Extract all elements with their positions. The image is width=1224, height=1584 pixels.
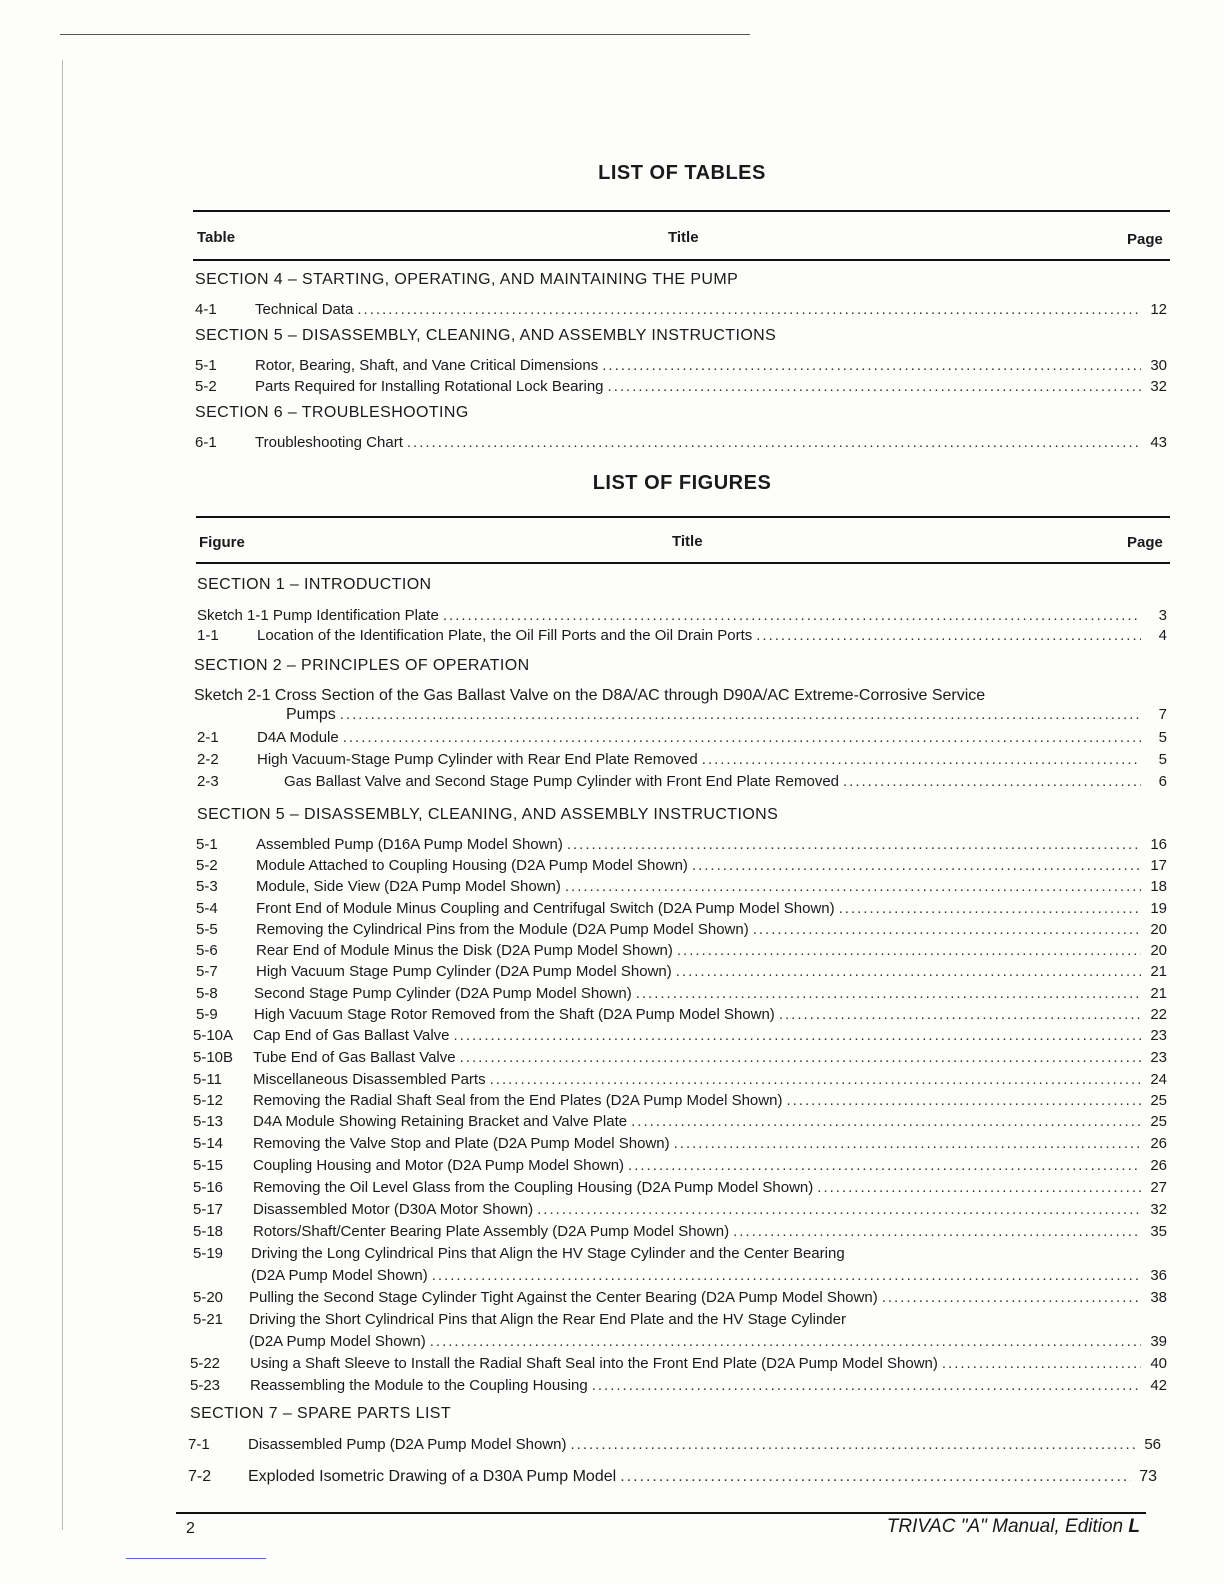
entry-page: 21 xyxy=(1150,963,1167,980)
figures-section-2: SECTION 2 – PRINCIPLES OF OPERATION xyxy=(194,657,530,674)
dot-leader xyxy=(692,857,1141,874)
entry-number: 5-20 xyxy=(193,1289,224,1306)
entry-number: 5-17 xyxy=(193,1201,224,1218)
tables-section-4: SECTION 4 – STARTING, OPERATING, AND MAINTAINING THE PUMP xyxy=(195,271,739,288)
page-number: 2 xyxy=(186,1520,195,1537)
scan-binding-edge xyxy=(62,60,63,1530)
entry-title: D4A Module xyxy=(257,729,339,746)
entry-title-continued: Pumps xyxy=(286,706,336,723)
entry-title: Troubleshooting Chart xyxy=(255,434,403,451)
entry-number: 5-1 xyxy=(196,836,218,853)
dot-leader xyxy=(565,878,1141,895)
dot-leader xyxy=(839,900,1141,917)
dot-leader xyxy=(443,607,1141,624)
dot-leader xyxy=(779,1006,1141,1023)
entry-page: 56 xyxy=(1144,1436,1161,1453)
dot-leader xyxy=(674,1135,1141,1152)
figure-entry xyxy=(193,1027,1167,1047)
figure-entry-continued xyxy=(286,706,1167,726)
entry-title: Driving the Short Cylindrical Pins that Align the Rear End Plate and the HV Stage Cylinder xyxy=(249,1311,846,1328)
figure-entry xyxy=(193,1289,1167,1309)
entry-title-continued: (D2A Pump Model Shown) xyxy=(249,1333,426,1350)
figures-section-1: SECTION 1 – INTRODUCTION xyxy=(197,576,432,593)
entry-number: 5-10A xyxy=(193,1027,234,1044)
entry-title: Pulling the Second Stage Cylinder Tight Against the Center Bearing (D2A Pump Model Shown) xyxy=(249,1289,878,1306)
entry-title: Module Attached to Coupling Housing (D2A Pump Model Shown) xyxy=(256,857,688,874)
sketch-2-1-title: Sketch 2-1 Cross Section of the Gas Ballast Valve on the D8A/AC through D90A/AC Extreme-Corrosive Service xyxy=(194,687,986,704)
entry-page: 23 xyxy=(1150,1049,1167,1066)
entry-page: 6 xyxy=(1158,773,1167,790)
entry-page: 21 xyxy=(1150,985,1167,1002)
entry-number: 5-10B xyxy=(193,1049,234,1066)
figure-entry xyxy=(196,857,1167,877)
entry-title: Technical Data xyxy=(255,301,354,318)
figures-section-7: SECTION 7 – SPARE PARTS LIST xyxy=(190,1405,452,1422)
figures-col-page: Page xyxy=(1127,534,1163,551)
entry-page: 17 xyxy=(1150,857,1167,874)
figure-entry xyxy=(197,729,1167,749)
tables-col-title: Title xyxy=(668,229,699,246)
entry-page: 20 xyxy=(1150,942,1167,959)
entry-page: 38 xyxy=(1150,1289,1167,1306)
entry-number: 5-22 xyxy=(190,1355,221,1372)
entry-title: Coupling Housing and Motor (D2A Pump Model Shown) xyxy=(253,1157,625,1174)
entry-page: 42 xyxy=(1150,1377,1167,1394)
figure-entry xyxy=(193,1157,1167,1177)
entry-number: 5-1 xyxy=(195,357,217,374)
dot-leader xyxy=(628,1157,1141,1174)
entry-page: 18 xyxy=(1150,878,1167,895)
dot-leader xyxy=(454,1027,1142,1044)
figure-entry xyxy=(196,921,1167,941)
dot-leader xyxy=(733,1223,1141,1240)
entry-title: Removing the Cylindrical Pins from the Module (D2A Pump Model Shown) xyxy=(256,921,749,938)
entry-page: 32 xyxy=(1150,1201,1167,1218)
entry-title: Rotors/Shaft/Center Bearing Plate Assembly (D2A Pump Model Shown) xyxy=(253,1223,730,1240)
figure-entry xyxy=(190,1355,1167,1375)
dot-leader xyxy=(407,434,1141,451)
dot-leader xyxy=(460,1049,1141,1066)
entry-number: 5-23 xyxy=(190,1377,221,1394)
figure-entry xyxy=(193,1113,1167,1133)
entry-number: 5-16 xyxy=(193,1179,224,1196)
figure-entry xyxy=(197,627,1167,647)
figure-entry xyxy=(196,963,1167,983)
entry-number: 5-7 xyxy=(196,963,218,980)
dot-leader xyxy=(620,1468,1131,1486)
entry-number: 5-11 xyxy=(193,1071,222,1088)
dot-leader xyxy=(756,627,1141,644)
figure-entry xyxy=(197,751,1167,771)
table-entry xyxy=(195,434,1167,454)
dot-leader xyxy=(636,985,1141,1002)
entry-page: 24 xyxy=(1150,1071,1167,1088)
dot-leader xyxy=(677,942,1141,959)
entry-number: 7-1 xyxy=(188,1436,210,1453)
entry-page: 26 xyxy=(1150,1135,1167,1152)
footer-rule xyxy=(176,1512,1146,1514)
figure-entry xyxy=(196,985,1167,1005)
entry-number: 5-19 xyxy=(193,1245,224,1262)
dot-leader xyxy=(942,1355,1141,1372)
entry-number: 5-4 xyxy=(196,900,218,917)
entry-number: 5-21 xyxy=(193,1311,224,1328)
figures-top-rule xyxy=(196,516,1170,518)
entry-page: 4 xyxy=(1158,627,1167,644)
entry-page: 43 xyxy=(1150,434,1167,451)
entry-page: 12 xyxy=(1150,301,1167,318)
tables-top-rule xyxy=(193,210,1170,212)
entry-number: 2-3 xyxy=(197,773,219,790)
dot-leader xyxy=(490,1071,1141,1088)
entry-number: 5-8 xyxy=(196,985,218,1002)
dot-leader xyxy=(537,1201,1141,1218)
entry-title: Exploded Isometric Drawing of a D30A Pump Model xyxy=(248,1468,617,1485)
entry-page: 40 xyxy=(1150,1355,1167,1372)
entry-number: 5-14 xyxy=(193,1135,224,1152)
figure-entry xyxy=(193,1311,1167,1331)
entry-title: Rotor, Bearing, Shaft, and Vane Critical Dimensions xyxy=(255,357,599,374)
figure-entry-continued xyxy=(249,1333,1167,1353)
figure-entry xyxy=(190,1377,1167,1397)
entry-page: 35 xyxy=(1150,1223,1167,1240)
entry-title: Tube End of Gas Ballast Valve xyxy=(253,1049,456,1066)
entry-page: 5 xyxy=(1158,729,1167,746)
entry-page: 19 xyxy=(1150,900,1167,917)
dot-leader xyxy=(340,706,1141,723)
entry-title: Module, Side View (D2A Pump Model Shown) xyxy=(256,878,561,895)
figure-entry xyxy=(196,1006,1167,1026)
entry-number: 5-9 xyxy=(196,1006,218,1023)
entry-title: Sketch 1-1 Pump Identification Plate xyxy=(197,607,439,624)
entry-number: 2-1 xyxy=(197,729,219,746)
dot-leader xyxy=(702,751,1141,768)
entry-title: Front End of Module Minus Coupling and Centrifugal Switch (D2A Pump Model Shown) xyxy=(256,900,835,917)
entry-page: 36 xyxy=(1150,1267,1167,1284)
document-title-text: TRIVAC "A" Manual, Edition xyxy=(886,1516,1129,1537)
table-entry xyxy=(195,301,1167,321)
dot-leader xyxy=(357,301,1141,318)
entry-number: 5-5 xyxy=(196,921,218,938)
scan-top-rule xyxy=(60,34,750,35)
entry-number: 2-2 xyxy=(197,751,219,768)
figures-col-figure: Figure xyxy=(199,534,245,551)
figure-entry xyxy=(193,1223,1167,1243)
figures-col-title: Title xyxy=(672,533,703,550)
tables-col-table: Table xyxy=(197,229,236,246)
dot-leader xyxy=(602,357,1141,374)
entry-number: 5-15 xyxy=(193,1157,224,1174)
figure-entry xyxy=(196,836,1167,856)
table-entry xyxy=(195,357,1167,377)
dot-leader xyxy=(882,1289,1141,1306)
figure-entry xyxy=(196,900,1167,920)
entry-number: 5-12 xyxy=(193,1092,224,1109)
figures-header-rule xyxy=(196,562,1170,564)
list-of-tables-heading: LIST OF TABLES xyxy=(598,162,766,184)
entry-title: Using a Shaft Sleeve to Install the Radial Shaft Seal into the Front End Plate (D2A Pump Model Shown) xyxy=(250,1355,938,1372)
entry-title: Second Stage Pump Cylinder (D2A Pump Model Shown) xyxy=(254,985,632,1002)
figure-entry xyxy=(193,1049,1167,1069)
entry-number: 1-1 xyxy=(197,627,219,644)
figure-entry xyxy=(197,773,1167,793)
entry-page: 7 xyxy=(1158,706,1167,723)
edition-letter: L xyxy=(1128,1516,1140,1537)
dot-leader xyxy=(676,963,1141,980)
entry-page: 39 xyxy=(1150,1333,1167,1350)
figure-entry xyxy=(196,942,1167,962)
figure-entry xyxy=(193,1179,1167,1199)
entry-page: 27 xyxy=(1150,1179,1167,1196)
entry-title: Disassembled Motor (D30A Motor Shown) xyxy=(253,1201,534,1218)
entry-page: 32 xyxy=(1150,378,1167,395)
tables-header-rule xyxy=(193,259,1170,261)
entry-title: Assembled Pump (D16A Pump Model Shown) xyxy=(256,836,563,853)
entry-title: Removing the Radial Shaft Seal from the End Plates (D2A Pump Model Shown) xyxy=(253,1092,783,1109)
entry-title: High Vacuum Stage Pump Cylinder (D2A Pump Model Shown) xyxy=(256,963,672,980)
entry-title: Reassembling the Module to the Coupling Housing xyxy=(250,1377,588,1394)
figure-entry xyxy=(193,1092,1167,1112)
dot-leader xyxy=(567,836,1141,853)
entry-title: Removing the Valve Stop and Plate (D2A Pump Model Shown) xyxy=(253,1135,670,1152)
entry-page: 5 xyxy=(1158,751,1167,768)
entry-title: Miscellaneous Disassembled Parts xyxy=(253,1071,486,1088)
figure-entry xyxy=(193,1071,1167,1091)
dot-leader xyxy=(343,729,1141,746)
entry-page: 26 xyxy=(1150,1157,1167,1174)
figure-entry xyxy=(193,1135,1167,1155)
entry-title: Location of the Identification Plate, the Oil Fill Ports and the Oil Drain Ports xyxy=(257,627,753,644)
dot-leader xyxy=(432,1267,1141,1284)
entry-title: High Vacuum-Stage Pump Cylinder with Rear End Plate Removed xyxy=(257,751,698,768)
entry-page: 25 xyxy=(1150,1092,1167,1109)
dot-leader xyxy=(608,378,1141,395)
tables-section-5: SECTION 5 – DISASSEMBLY, CLEANING, AND ASSEMBLY INSTRUCTIONS xyxy=(195,327,777,344)
entry-title: Rear End of Module Minus the Disk (D2A Pump Model Shown) xyxy=(256,942,673,959)
entry-title: Driving the Long Cylindrical Pins that Align the HV Stage Cylinder and the Center Bearing xyxy=(251,1245,845,1262)
scan-artifact-line xyxy=(126,1558,266,1559)
dot-leader xyxy=(817,1179,1141,1196)
entry-page: 30 xyxy=(1150,357,1167,374)
entry-page: 23 xyxy=(1150,1027,1167,1044)
dot-leader xyxy=(592,1377,1141,1394)
figure-entry xyxy=(197,607,1167,627)
entry-title-continued: (D2A Pump Model Shown) xyxy=(251,1267,428,1284)
figure-entry xyxy=(188,1436,1161,1456)
tables-col-page: Page xyxy=(1127,231,1163,248)
entry-title: Gas Ballast Valve and Second Stage Pump Cylinder with Front End Plate Removed xyxy=(284,773,840,790)
entry-title: Disassembled Pump (D2A Pump Model Shown) xyxy=(248,1436,567,1453)
entry-page: 22 xyxy=(1150,1006,1167,1023)
entry-number: 5-3 xyxy=(196,878,218,895)
figure-entry-continued xyxy=(251,1267,1167,1287)
entry-number: 5-13 xyxy=(193,1113,224,1130)
entry-page: 16 xyxy=(1150,836,1167,853)
entry-page: 20 xyxy=(1150,921,1167,938)
entry-number: 7-2 xyxy=(188,1468,212,1485)
entry-title: High Vacuum Stage Rotor Removed from the Shaft (D2A Pump Model Shown) xyxy=(254,1006,775,1023)
figure-entry xyxy=(196,878,1167,898)
entry-title: Cap End of Gas Ballast Valve xyxy=(253,1027,450,1044)
entry-title: Parts Required for Installing Rotational Lock Bearing xyxy=(255,378,604,395)
entry-title: Removing the Oil Level Glass from the Coupling Housing (D2A Pump Model Shown) xyxy=(253,1179,814,1196)
figure-entry xyxy=(193,1201,1167,1221)
dot-leader xyxy=(786,1092,1141,1109)
dot-leader xyxy=(631,1113,1141,1130)
entry-number: 5-2 xyxy=(195,378,217,395)
list-of-figures-heading: LIST OF FIGURES xyxy=(592,472,772,494)
entry-number: 5-6 xyxy=(196,942,218,959)
entry-number: 6-1 xyxy=(195,434,217,451)
figure-entry xyxy=(188,1468,1157,1488)
table-entry xyxy=(195,378,1167,398)
tables-section-6: SECTION 6 – TROUBLESHOOTING xyxy=(195,404,469,421)
entry-number: 5-2 xyxy=(196,857,218,874)
dot-leader xyxy=(570,1436,1135,1453)
dot-leader xyxy=(753,921,1141,938)
entry-number: 5-18 xyxy=(193,1223,224,1240)
figures-section-5: SECTION 5 – DISASSEMBLY, CLEANING, AND ASSEMBLY INSTRUCTIONS xyxy=(197,806,779,823)
entry-number: 4-1 xyxy=(195,301,217,318)
entry-page: 3 xyxy=(1158,607,1167,624)
entry-page: 25 xyxy=(1150,1113,1167,1130)
entry-title: D4A Module Showing Retaining Bracket and Valve Plate xyxy=(253,1113,628,1130)
dot-leader xyxy=(843,773,1141,790)
figure-entry xyxy=(193,1245,1167,1265)
document-title xyxy=(887,1516,1140,1538)
dot-leader xyxy=(430,1333,1141,1350)
entry-page: 73 xyxy=(1139,1468,1157,1485)
